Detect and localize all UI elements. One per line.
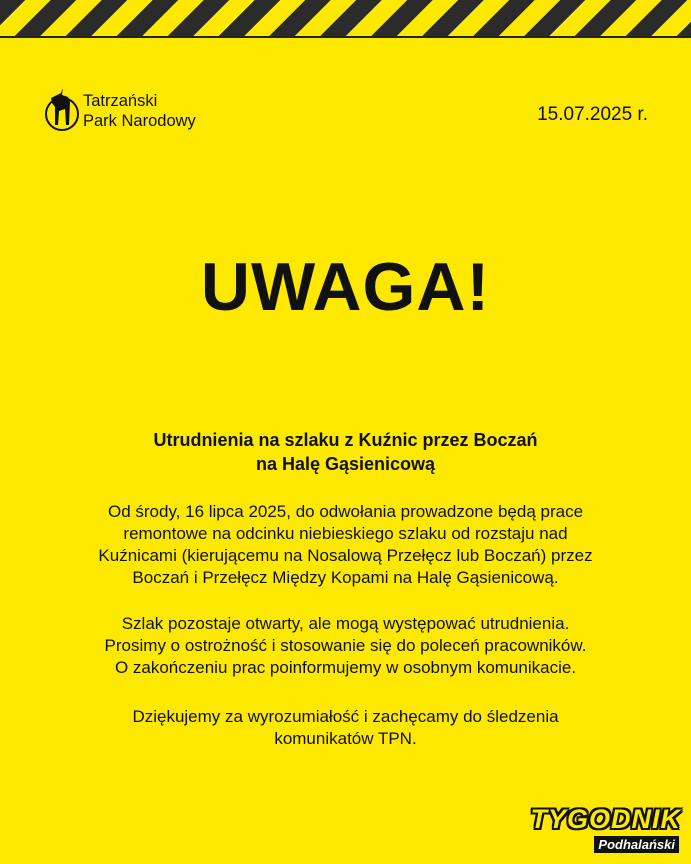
chamois-logo-icon <box>45 85 81 145</box>
text-line: Szlak pozostaje otwarty, ale mogą występować utrudnienia. <box>121 614 570 633</box>
text-line: Kuźnicami (kierującemu na Nosalową Przełęcz lub Boczań) przez <box>98 546 593 565</box>
warning-stripe-band <box>0 0 691 38</box>
headline: UWAGA! <box>200 249 491 325</box>
tpn-logo <box>45 85 265 145</box>
text-line: remontowe na odcinku niebieskiego szlaku od rozstaju nad <box>123 524 568 543</box>
watermark-title: TYGODNIK <box>530 804 681 834</box>
paragraph-trail-status <box>50 613 641 679</box>
tygodnik-watermark <box>505 804 681 856</box>
text-line: Od środy, 16 lipca 2025, do odwołania prowadzone będą prace <box>107 502 584 521</box>
subtitle-line: Utrudnienia na szlaku z Kuźnic przez Boczań <box>153 430 538 450</box>
text-line: Boczań i Przełęcz Między Kopami na Halę Gąsienicową. <box>132 568 559 587</box>
subtitle-line: na Halę Gąsienicową <box>255 454 436 474</box>
text-line: komunikatów TPN. <box>274 729 417 748</box>
notice-date: 15.07.2025 r. <box>537 104 648 125</box>
org-name-line1: Tatrzański <box>83 92 158 110</box>
notice-subtitle <box>60 428 631 476</box>
paragraph-thanks <box>50 706 641 750</box>
text-line: O zakończeniu prac poinformujemy w osobnym komunikacie. <box>114 658 577 677</box>
org-name-line2: Park Narodowy <box>83 112 196 130</box>
watermark-subtitle: Podhalański <box>594 836 679 853</box>
text-line: Dziękujemy za wyrozumiałość i zachęcamy do śledzenia <box>132 707 559 726</box>
paragraph-works-info <box>50 501 641 589</box>
text-line: Prosimy o ostrożność i stosowanie się do poleceń pracowników. <box>104 636 587 655</box>
org-name <box>83 91 196 131</box>
